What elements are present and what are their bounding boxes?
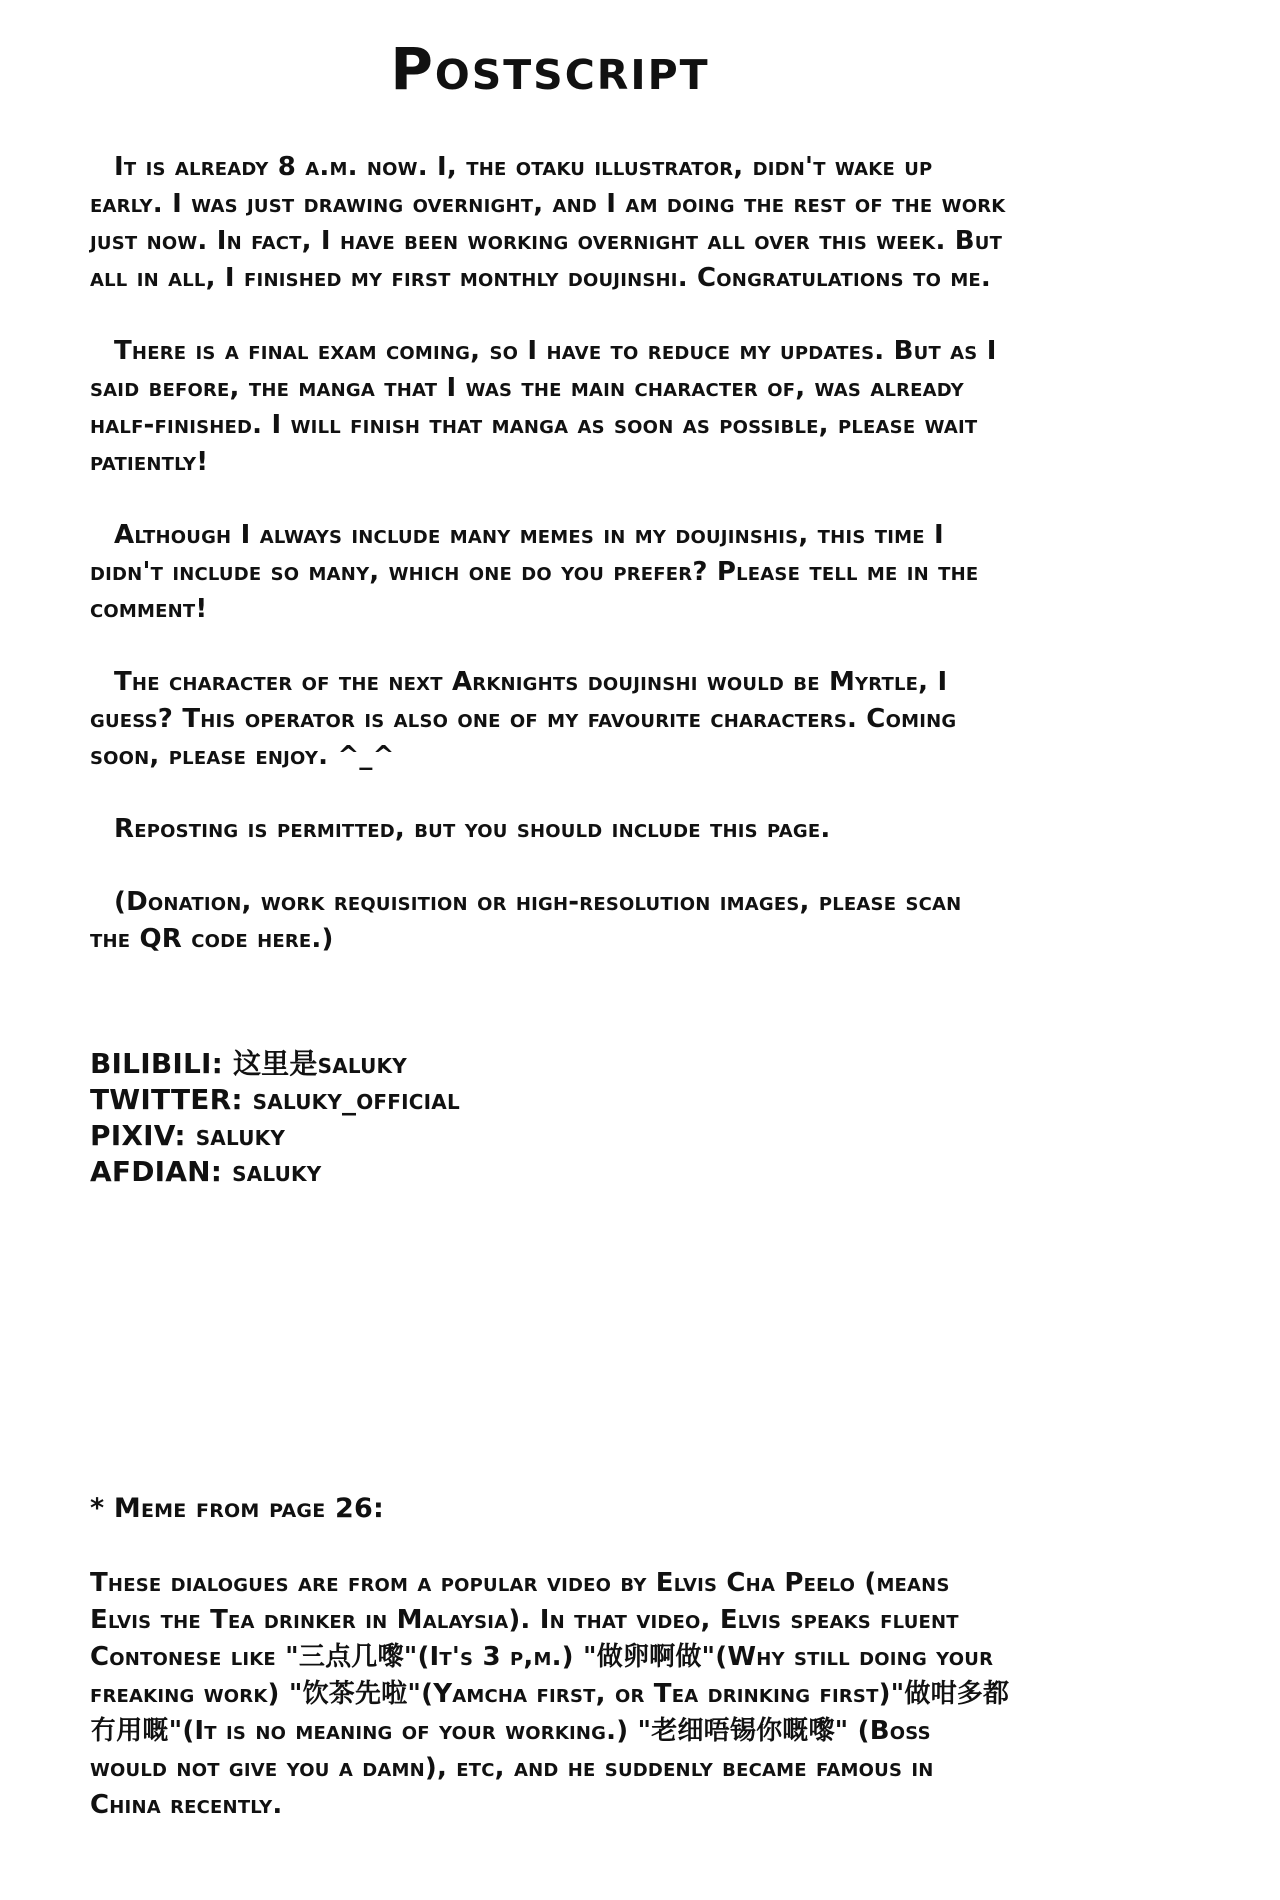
page-title: Postscript xyxy=(390,35,710,103)
paragraph-next-doujinshi: The character of the next Arknights doujinshi would be Myrtle, I guess? This operator is also one of my favourite characters. Coming soon, please enjoy. ^_^ xyxy=(90,666,957,771)
footnote-body: These dialogues are from a popular video by Elvis Cha Peelo (means Elvis the Tea drinker in Malaysia). In that video, Elvis speaks fluent Contonese like "三点几嚟"(It's 3 p,m.) "做卵啊做"(Why still doing your freaking work) "饮茶先啦"(Yamcha first, or Tea drinking first)"做咁多都冇用嘅"(It is no meaning of your working.) "老细唔锡你嘅嚟" (Boss would not give you a damn), etc, and he suddenly became famous in China recently. xyxy=(90,1567,1010,1820)
paragraph-intro: It is already 8 a.m. now. I, the otaku illustrator, didn't wake up early. I was just drawing overnight, and I am doing the rest of the work just now. In fact, I have been working overnight all over this week. But all in all, I finished my first monthly doujinshi. Congratulations to me. xyxy=(90,151,1006,293)
paragraph-final-exam: There is a final exam coming, so I have to reduce my updates. But as I said before, the manga that I was the main character of, was already half-finished. I will finish that manga as soon as possible, please wait patiently! xyxy=(90,335,997,477)
footnote-title: * Meme from page 26: xyxy=(90,1492,384,1524)
social-line-pixiv: PIXIV: saluky xyxy=(90,1118,286,1152)
paragraph-reposting: Reposting is permitted, but you should include this page. xyxy=(114,813,831,844)
paragraph-donation: (Donation, work requisition or high-resolution images, please scan the QR code here.) xyxy=(90,886,962,954)
social-line-bilibili: BILIBILI: 这里是saluky xyxy=(90,1046,407,1080)
social-line-twitter: TWITTER: saluky_official xyxy=(90,1082,460,1116)
social-line-afdian: AFDIAN: saluky xyxy=(90,1154,322,1188)
paragraph-memes: Although I always include many memes in my doujinshis, this time I didn't include so many, which one do you prefer? Please tell me in the comment! xyxy=(90,519,979,624)
social-links xyxy=(90,1046,1010,1190)
